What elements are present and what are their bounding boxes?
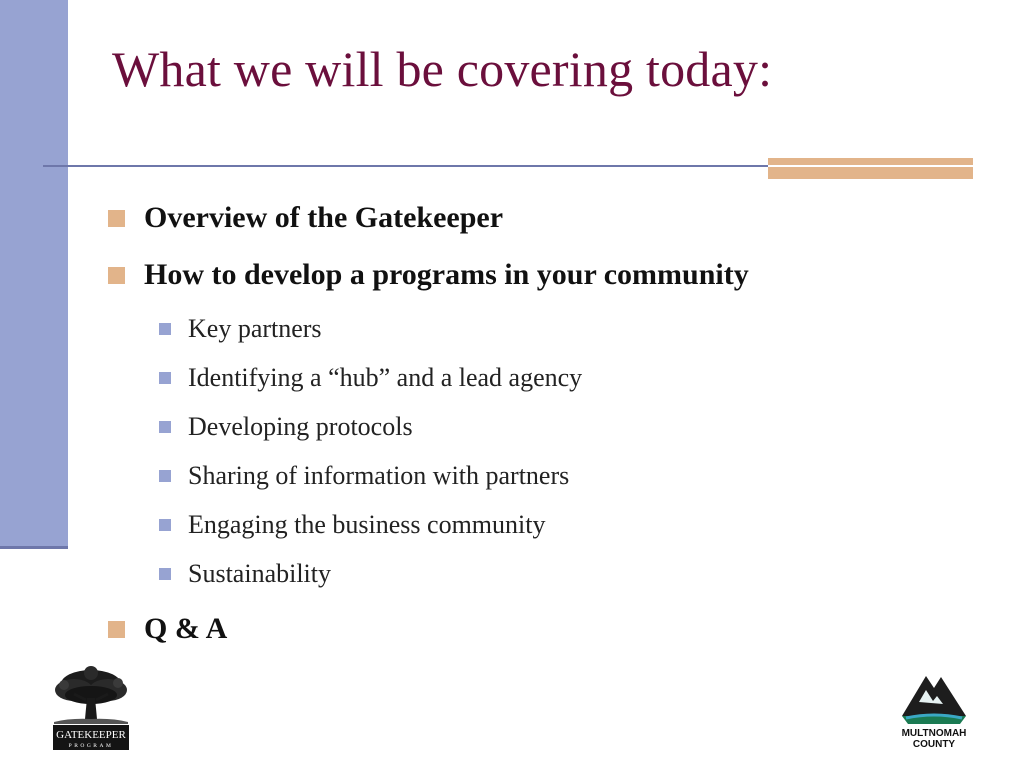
slide-title: What we will be covering today: bbox=[112, 41, 773, 97]
bullet-item bbox=[108, 612, 227, 646]
sub-bullet-text: Engaging the business community bbox=[188, 510, 546, 539]
square-bullet-icon bbox=[108, 267, 125, 284]
square-bullet-icon bbox=[108, 621, 125, 638]
title-rule-accent bbox=[768, 158, 973, 179]
gatekeeper-logo-subtext: PROGRAM bbox=[68, 743, 114, 749]
square-bullet-icon bbox=[159, 323, 171, 335]
square-bullet-icon bbox=[159, 470, 171, 482]
sub-bullet-text: Sustainability bbox=[188, 559, 331, 588]
sub-bullet-text: Identifying a “hub” and a lead agency bbox=[188, 363, 583, 392]
mountain-icon bbox=[902, 676, 966, 724]
square-bullet-icon bbox=[159, 519, 171, 531]
square-bullet-icon bbox=[159, 568, 171, 580]
tree-icon bbox=[54, 666, 128, 724]
bullet-item bbox=[108, 258, 749, 292]
bullet-text: Overview of the Gatekeeper bbox=[144, 201, 504, 234]
sub-bullet-item bbox=[159, 559, 331, 589]
square-bullet-icon bbox=[108, 210, 125, 227]
gatekeeper-logo bbox=[50, 664, 132, 752]
sidebar-bar bbox=[0, 0, 68, 546]
title-rule-accent-gap bbox=[768, 165, 973, 167]
sub-bullet-item bbox=[159, 461, 569, 491]
square-bullet-icon bbox=[159, 372, 171, 384]
gatekeeper-logo-text: GATEKEEPER bbox=[56, 729, 126, 741]
sub-bullet-item bbox=[159, 412, 413, 442]
sub-bullet-item bbox=[159, 510, 545, 540]
multnomah-logo-text: MULTNOMAH bbox=[901, 728, 967, 739]
county-logo-text: COUNTY bbox=[912, 739, 956, 750]
bullet-text: How to develop a programs in your community bbox=[144, 258, 749, 291]
sub-bullet-text: Sharing of information with partners bbox=[188, 461, 570, 490]
sub-bullet-text: Key partners bbox=[188, 314, 322, 343]
sub-bullet-item bbox=[159, 314, 322, 344]
bullet-text: Q & A bbox=[144, 612, 228, 645]
sub-bullet-text: Developing protocols bbox=[188, 412, 413, 441]
title-rule bbox=[43, 165, 813, 167]
sidebar-edge bbox=[0, 546, 68, 549]
square-bullet-icon bbox=[159, 421, 171, 433]
sub-bullet-item bbox=[159, 363, 582, 393]
bullet-item bbox=[108, 201, 503, 235]
multnomah-county-logo bbox=[888, 668, 980, 752]
